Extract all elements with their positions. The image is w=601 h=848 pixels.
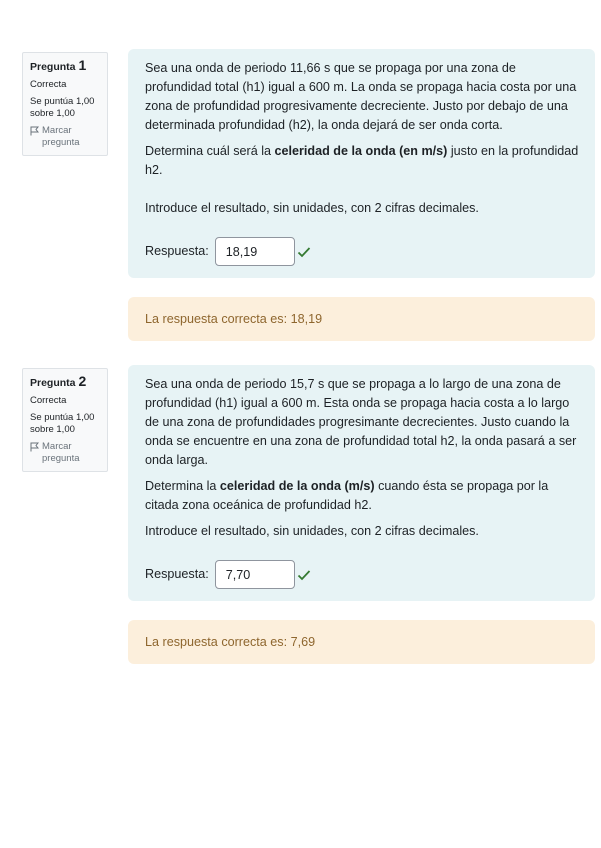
question-2-answer-row: [145, 560, 579, 589]
answer-label: Respuesta:: [145, 244, 209, 258]
question-1-grade: Se puntúa 1,00 sobre 1,00: [30, 96, 95, 119]
question-2-paragraph-2: Determina la celeridad de la onda (m/s) cuando ésta se propaga por la citada zona oceánica de profundidad h2.: [145, 479, 549, 512]
question-2-title: Pregunta 2: [30, 373, 87, 389]
question-1-card: [128, 49, 595, 278]
question-2-number: 2: [78, 373, 87, 389]
answer-label: Respuesta:: [145, 567, 209, 581]
question-1-info: [22, 52, 108, 156]
question-1-answer-input[interactable]: [215, 237, 295, 266]
question-2-card: [128, 365, 595, 601]
question-2-state: Correcta: [30, 395, 67, 406]
question-1-answer-row: [145, 237, 579, 266]
question-2-grade: Se puntúa 1,00 sobre 1,00: [30, 412, 95, 435]
question-1-paragraph-2: Determina cuál será la celeridad de la onda (en m/s) justo en la profundidad h2.: [145, 144, 579, 177]
question-1-title: Pregunta 1: [30, 57, 87, 73]
question-1-number: 1: [78, 57, 87, 73]
question-2-info: [22, 368, 108, 472]
check-icon: [297, 246, 311, 258]
question-1-paragraph-3: Introduce el resultado, sin unidades, con 2 cifras decimales.: [145, 201, 479, 215]
question-2-paragraph-3: Introduce el resultado, sin unidades, con 2 cifras decimales.: [145, 524, 479, 538]
question-2-feedback: La respuesta correcta es: 7,69: [128, 620, 595, 664]
check-icon: [297, 569, 311, 581]
question-1-feedback: La respuesta correcta es: 18,19: [128, 297, 595, 341]
flag-icon: [30, 442, 39, 452]
question-1-state: Correcta: [30, 79, 67, 90]
question-1-flag-label: Marcar pregunta: [42, 125, 80, 148]
question-2-paragraph-1: Sea una onda de periodo 15,7 s que se propaga a lo largo de una zona de profundidad (h1) igual a 600 m. Esta onda se propaga hacia costa a lo largo de una zona de profundidades progresimante decrecientes. Justo cuando la onda se encuentre en una zona de profundidad total h2, la onda pasará a ser onda larga.: [145, 377, 577, 467]
question-1-paragraph-1: Sea una onda de periodo 11,66 s que se propaga por una zona de profundidad total (h1) igual a 600 m. La onda se propaga hacia costa por una zona de profundidad progresivamente decreciente. Justo por debajo de una determinada profundidad (h2), la onda dejará de ser onda corta.: [145, 61, 577, 132]
flag-icon: [30, 126, 39, 136]
question-1-flag-link[interactable]: [30, 125, 101, 149]
question-2-flag-label: Marcar pregunta: [42, 441, 80, 464]
question-2-flag-link[interactable]: [30, 441, 101, 465]
question-2-answer-input[interactable]: [215, 560, 295, 589]
